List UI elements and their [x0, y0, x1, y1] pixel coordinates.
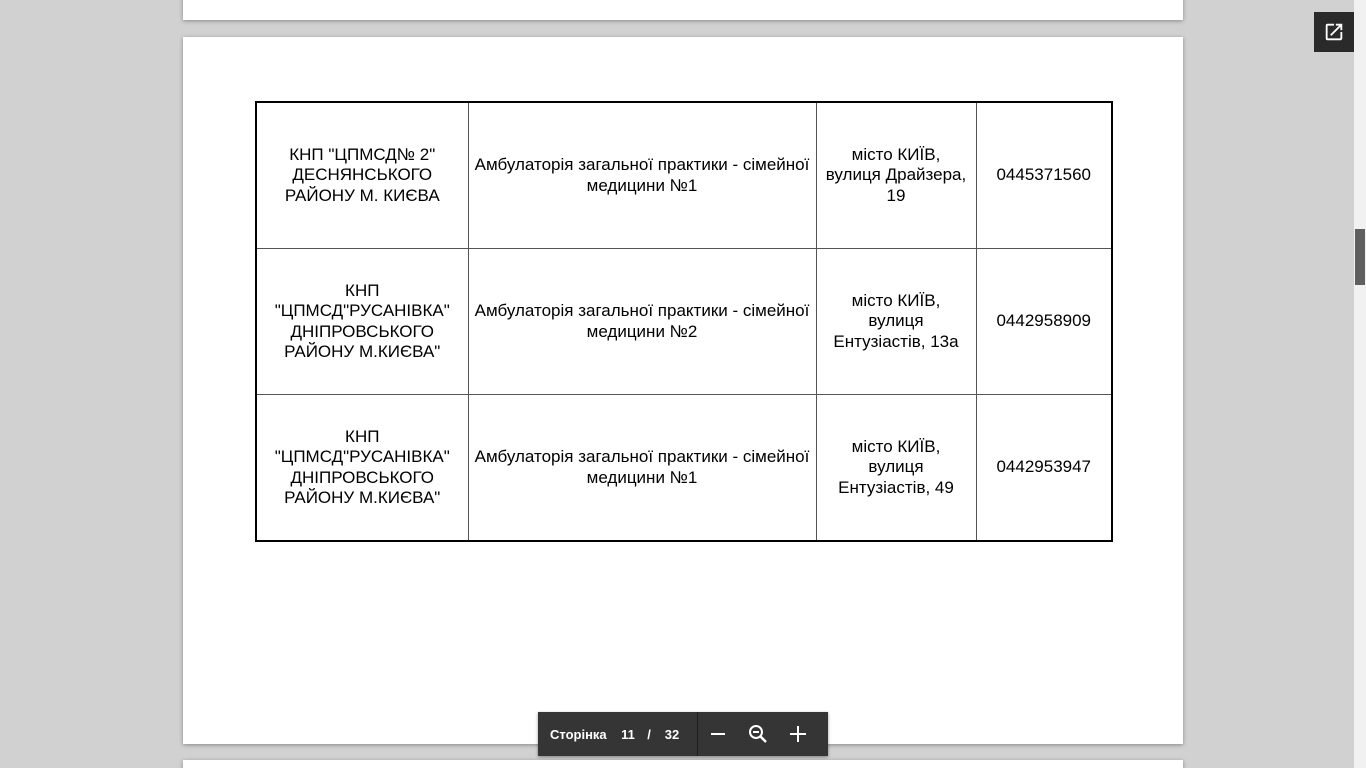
vertical-scrollbar[interactable]	[1354, 0, 1366, 768]
facility-cell: Амбулаторія загальної практики - сімейної медицини №2	[468, 249, 816, 395]
address-cell: місто КИЇВ, вулиця Драйзера, 19	[816, 102, 976, 249]
next-page	[183, 760, 1183, 768]
facilities-table	[255, 101, 1113, 542]
facility-cell: Амбулаторія загальної практики - сімейної медицини №1	[468, 102, 816, 249]
page-label: Сторінка	[550, 726, 607, 742]
page-separator: /	[647, 726, 651, 742]
address-cell: місто КИЇВ, вулиця Ентузіастів, 49	[816, 395, 976, 542]
zoom-in-button[interactable]	[778, 712, 818, 756]
total-pages: 32	[664, 726, 680, 742]
popout-button[interactable]	[1314, 12, 1354, 52]
facility-cell: Амбулаторія загальної практики - сімейної медицини №1	[468, 395, 816, 542]
phone-cell: 0445371560	[976, 102, 1112, 249]
table-row	[256, 249, 1112, 395]
table-row	[256, 102, 1112, 249]
organization-cell: КНП "ЦПМСД№ 2" ДЕСНЯНСЬКОГО РАЙОНУ М. КИЄВА	[256, 102, 468, 249]
minus-icon	[710, 726, 726, 742]
zoom-out-button[interactable]	[698, 712, 738, 756]
organization-cell: КНП "ЦПМСД"РУСАНІВКА" ДНІПРОВСЬКОГО РАЙОНУ М.КИЄВА"	[256, 249, 468, 395]
page-toolbar	[538, 712, 828, 756]
phone-cell: 0442958909	[976, 249, 1112, 395]
table-row	[256, 395, 1112, 542]
previous-page	[183, 0, 1183, 20]
magnifier-minus-icon	[748, 724, 768, 744]
current-page-number[interactable]: 11	[621, 726, 635, 742]
scrollbar-thumb[interactable]	[1355, 229, 1365, 285]
phone-cell: 0442953947	[976, 395, 1112, 542]
address-cell: місто КИЇВ, вулиця Ентузіастів, 13а	[816, 249, 976, 395]
zoom-reset-button[interactable]	[738, 712, 778, 756]
organization-cell: КНП "ЦПМСД"РУСАНІВКА" ДНІПРОВСЬКОГО РАЙОНУ М.КИЄВА"	[256, 395, 468, 542]
open-in-new-icon	[1323, 21, 1345, 43]
current-page	[183, 37, 1183, 744]
plus-icon	[789, 725, 807, 743]
